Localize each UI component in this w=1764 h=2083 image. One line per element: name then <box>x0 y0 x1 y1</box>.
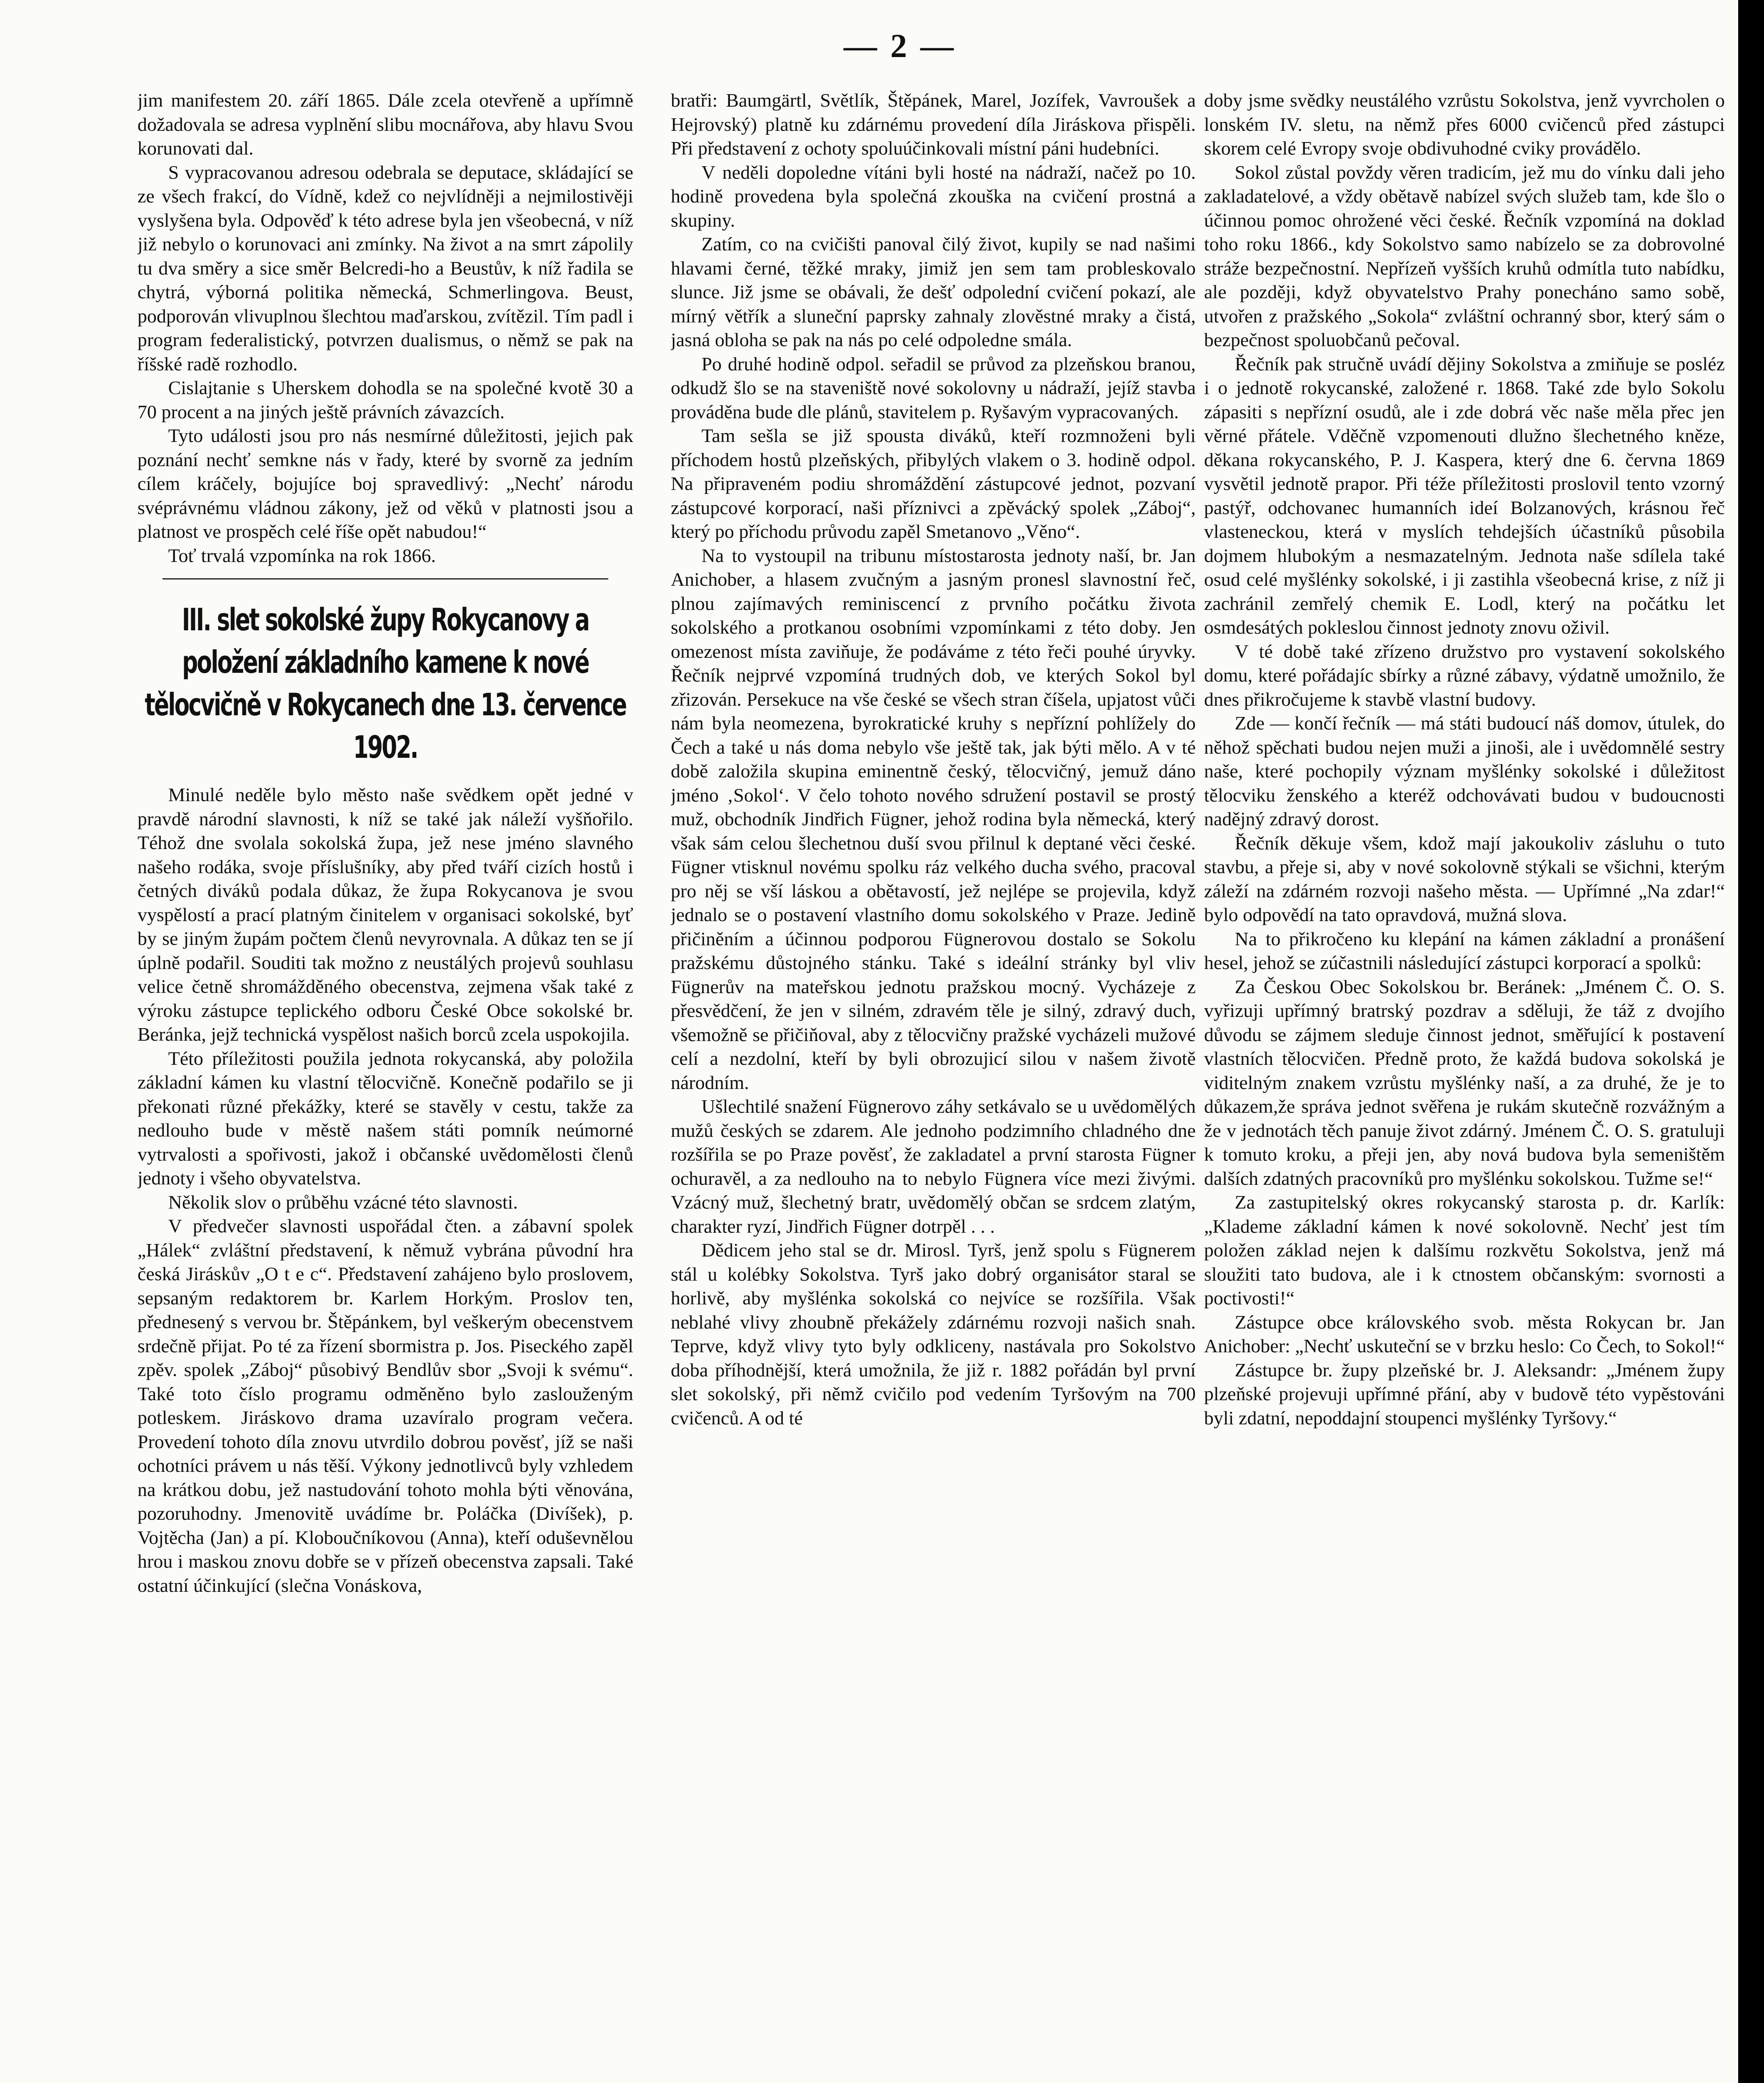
column-2 <box>671 88 1196 2083</box>
paragraph: V neděli dopoledne vítáni byli hosté na nádraží, načež po 10. hodině provedena byla společná zkouška na cvičení prostná a skupiny. <box>671 161 1196 231</box>
paragraph: Na to vystoupil na tribunu místostarosta jednoty naší, br. Jan Anichober, a hlasem zvučným a jasným pronesl slavnostní řeč, plnou zajímavých reminiscencí z prvního počátku života sokolského a protkanou osobními vzpomínkami z této doby. Jen omezenost místa zaviňuje, že podáváme z této řeči pouhé úryvky. Řečník nejprvé vzpomíná trudných dob, ve kterých Sokol byl zřizován. Persekuce na vše české se všech stran číšela, upjatost vůči nám byla neomezena, byrokratické kruhy s nepřízní pohlížely do Čech a také u nás doma nebylo vše ještě tak, jak býti mělo. A v té době založila skupina eminentně český, tělocvičný, jemuž dáno jméno ‚Sokol‘. V čelo tohoto nového sdružení postavil se prostý muž, obchodník Jindřich Fügner, jehož rodina byla německá, který však sám celou šlechetnou duší svou přilnul k deptané věci české. Fügner vtisknul novému spolku ráz velkého ducha svého, pracoval pro něj se vší láskou a obětavostí, jež nejlépe se projevila, když jednalo se o postavení vlastního domu sokolského v Praze. Jedině přičiněním a účinnou podporou Fügnerovou dostalo se Sokolu pražskému důstojného stánku. Také s ideální stránky byl vliv Fügnerův na mateřskou jednotu pražskou mocný. Vycházeje z přesvědčení, že jen v silném, zdravém těle je silný, zdravý duch, všemožně se přičiňoval, aby z tělocvičny pražské vycházeli mužové celí a nezdolní, kteří by byli obrozujicí silou v našem životě národním. <box>671 544 1196 1093</box>
paragraph: Ušlechtilé snažení Fügnerovo záhy setkávalo se u uvědomělých mužů českých se zdarem. Ale jednoho podzimního chladného dne rozšířila se po Praze pověsť, že zakladatel a první starosta Fügner ochuravěl, a za nedlouho na to nebylo Fügnera více mezi živými. Vzácný muž, šlechetný bratr, uvědomělý občan se srdcem zlatým, charakter ryzí, Jindřich Fügner dotrpěl . . . <box>671 1096 1196 1237</box>
paragraph: bratři: Baumgärtl, Světlík, Štěpánek, Marel, Jozífek, Vavroušek a Hejrovský) platně ku zdárnému provedení díla Jiráskova přispěli. Při představení z ochoty spoluúčinkovali místní páni hudebníci. <box>671 90 1196 159</box>
column-3 <box>1204 88 1725 2083</box>
paragraph: jim manifestem 20. září 1865. Dále zcela otevřeně a upřímně dožadovala se adresa vyplnění slibu mocnářova, aby hlavu Svou korunovati dal. <box>137 90 633 159</box>
column-1 <box>137 88 633 2083</box>
paragraph: Řečník pak stručně uvádí dějiny Sokolstva a zmiňuje se posléz i o jednotě rokycanské, založené r. 1868. Také zde bylo Sokolu zápasiti s nepřízní osudů, ale i zde dobrá věc naše měla přec jen věrné přátele. Vděčně vzpomenouti dlužno šlechetného kněze, děkana rokycanského, P. J. Kaspera, který dne 6. června 1869 vysvětil jednotě prapor. Při téže příležitosti proslovil tento vzorný pastýř, odchovanec humanních ideí Bolzanových, krásnou řeč vlasteneckou, která v myslích tehdejších účastníků působila dojmem hlubokým a nesmazatelným. Jednota naše sdílela také osud celé myšlénky sokolské, i ji zastihla všeobecná krise, z níž ji zachránil zemřelý chemik E. Lodl, který na počátku let osmdesátých pokleslou činnost jednoty znovu oživil. <box>1204 353 1725 638</box>
article-2-body-col1 <box>137 783 633 1597</box>
paragraph: Tam sešla se již spousta diváků, kteří rozmnoženi byli příchodem hostů plzeňských, přibylých vlakem o 3. hodině odpol. Na připraveném podiu shromáždění zástupcové jednot, pozvaní zástupcové korporací, naši příznivci a zpěvácký spolek „Záboj“, který po příchodu průvodu zapěl Smetanovo „Věno“. <box>671 425 1196 542</box>
section-divider <box>162 578 608 579</box>
paragraph: Po druhé hodině odpol. seřadil se průvod za plzeňskou branou, odkudž šlo se na staveniště nové sokolovny u nádraží, jejíž stavba prováděna bude dle plánů, stavitelem p. Ryšavým vypracovaných. <box>671 353 1196 422</box>
paragraph: Za Českou Obec Sokolskou br. Beránek: „Jménem Č. O. S. vyřizuji upřímný bratrský pozdrav a sděluji, že táž z dvojího důvodu se zájmem sleduje činnost jednot, směřující k postavení vlastních tělocvičen. Předně proto, že každá budova sokolská je viditelným znakem vzrůstu myšlénky naší, a za druhé, že je to důkazem,že správa jednot svěřena je rukám skutečně rozvážným a že v jednotách těch panuje život zdárný. Jménem Č. O. S. gratuluji k tomuto kroku, a přeji jen, aby nová budova byla semeništěm dalších zdatných pracovníků pro myšlénku sokolskou. Tužme se!“ <box>1204 976 1725 1189</box>
paragraph: Zatím, co na cvičišti panoval čilý život, kupily se nad našimi hlavami černé, těžké mraky, jimiž jen sem tam probleskovalo slunce. Již jsme se obávali, že dešť odpolední cvičení pokazí, ale mírný větřík a sluneční paprsky zahnaly zlověstné mraky a čistá, jasná obloha se pak na nás po celé odpoledne smála. <box>671 233 1196 350</box>
paragraph: Řečník děkuje všem, kdož mají jakoukoliv zásluhu o tuto stavbu, a přeje si, aby v nové sokolovně stýkali se všichni, kterým záleží na zdárném rozvoji našeho města. — Upřímné „Na zdar!“ bylo odpovědí na tato opravdová, mužná slova. <box>1204 832 1725 925</box>
paragraph: Několik slov o průběhu vzácné této slavnosti. <box>168 1191 518 1213</box>
article-2-headline: III. slet sokolské župy Rokycanovy a položení základního kamene k nové tělocvičně v Rokycanech dne 13. července 1902. <box>145 602 626 765</box>
paragraph: Na to přikročeno ku klepání na kámen základní a pronášení hesel, jehož se zúčastnili následující zástupci korporací a spolků: <box>1204 928 1725 973</box>
scan-edge-right <box>1738 0 1764 2083</box>
paragraph: S vypracovanou adresou odebrala se deputace, skládající se ze všech frakcí, do Vídně, kdež co nejvlídněji a nejmilostivěji vyslyšena byla. Odpověď k této adrese byla jen všeobecná, v níž již nebylo o korunovaci ani zmínky. Na život a na smrt zápolily tu dva směry a sice směr Belcredi-ho a Beustův, k níž řadila se chytrá, výborná politika německá, Schmerlingova. Beust, podporován vlivuplnou šlechtou maďarskou, zvítězil. Tím padl i program federalistický, potvrzen dualismus, o němž se pak na říšské radě rozhodlo. <box>137 161 633 375</box>
paragraph: V té době také zřízeno družstvo pro vystavení sokolského domu, které pořádajíc sbírky a různé zábavy, výdatně umožnilo, že dnes přikročujeme k stavbě vlastní budovy. <box>1204 640 1725 710</box>
paragraph: Minulé neděle bylo město naše svědkem opět jedné v pravdě národní slavnosti, k níž se také jak náleží vyšňořilo. Téhož dne svolala sokolská župa, jež nese jméno slavného našeho rodáka, svoje příslušníky, aby před tváří cizích hostů i četných diváků podala důkaz, že župa Rokycanova je svou vyspělostí a prací platným činitelem v organisaci sokolské, byť by se jiným župám počtem členů nevyrovnala. A důkaz ten se jí úplně podařil. Souditi tak možno z neustálých projevů souhlasu velice četně shromážděného obecenstva, zejmena však také z výroku zástupce teplického odboru České Obce sokolské br. Beránka, jejž technická vyspělost našich borců zcela uspokojila. <box>137 784 633 1045</box>
paragraph: Zde — končí řečník — má státi budoucí náš domov, útulek, do něhož spěchati budou nejen muži a jinoši, ale i uvědomnělé sestry naše, které pochopily význam myšlénky sokolské i důležitost tělocviku ženského a kteréž odchovávati budou v budoucnosti nadějný zdravý dorost. <box>1204 712 1725 829</box>
article-1-body <box>137 88 633 567</box>
page-number: — 2 — <box>844 28 956 65</box>
paragraph: Dědicem jeho stal se dr. Mirosl. Tyrš, jenž spolu s Fügnerem stál u kolébky Sokolstva. Tyrš jako dobrý organisátor staral se horlivě, aby myšlénka sokolská co nejvíce se rozšířila. Však neblahé vlivy zhoubně překážely zdárnému rozvoji našich snah. Teprve, když vlivy tyto byly odkliceny, nastávala pro Sokolstvo doba příhodnější, která umožnila, že již r. 1882 pořádán byl první slet sokolský, při němž cvičilo pod vedením Tyršovým na 700 cvičenců. A od té <box>671 1239 1196 1429</box>
paragraph: Tyto události jsou pro nás nesmírné důležitosti, jejich pak poznání nechť semkne nás v řady, které by svorně za jedním cílem kráčely, bojujíce boj spravedlivý: „Nechť národu svéprávnému vládnou zákony, jež od věků v platnosti jsou a platnost ve prospěch celé říše opět nabudou!“ <box>137 425 633 542</box>
paragraph: Za zastupitelský okres rokycanský starosta p. dr. Karlík: „Klademe základní kámen k nové sokolovně. Nechť jest tím položen základ nejen k dalšímu rozkvětu Sokolstva, jenž má sloužiti tato budova, ale i k ctnostem občanským: svornosti a poctivosti!“ <box>1204 1191 1725 1309</box>
paragraph: Sokol zůstal povždy věren tradicím, jež mu do vínku dali jeho zakladatelové, a vždy obětavě nabízel svých služeb tam, kde šlo o účinnou pomoc ohrožené věci české. Řečník vzpomíná na doklad toho roku 1866., kdy Sokolstvo samo nabízelo se za dobrovolné stráže bezpečnostní. Nepřízeň vyšších kruhů odmítla tuto nabídku, ale později, když obyvatelstvo Prahy ponecháno samo sobě, utvořen z pražského „Sokola“ zvláštní ochranný sbor, který sám o bezpečnost spoluobčanů pečoval. <box>1204 161 1725 350</box>
paragraph: Cislajtanie s Uherskem dohodla se na společné kvotě 30 a 70 procent a na jiných ještě právních závazcích. <box>137 377 633 422</box>
paragraph: Zástupce obce královského svob. města Rokycan br. Jan Anichober: „Nechť uskuteční se v brzku heslo: Co Čech, to Sokol!“ <box>1204 1311 1725 1356</box>
paragraph: Toť trvalá vzpomínka na rok 1866. <box>168 544 436 566</box>
paragraph: doby jsme svědky neustálého vzrůstu Sokolstva, jenž vyvrcholen o lonském IV. sletu, na němž přes 6000 cvičenců před zástupci skorem celé Evropy svoje obdivuhodné cviky provádělo. <box>1204 90 1725 159</box>
paragraph: Této příležitosti použila jednota rokycanská, aby položila základní kámen ku vlastní tělocvičně. Konečně podařilo se ji překonati různé překážky, které se stavěly v cestu, takže za nedlouho bude v městě našem státi pomník neúmorné vytrvalosti a spořivosti, jakož i občanské uvědomělosti členů jednoty i všeho obyvatelstva. <box>137 1047 633 1189</box>
paragraph: V předvečer slavnosti uspořádal čten. a zábavní spolek „Hálek“ zvláštní představení, k němuž vybrána původní hra česká Jiráskův „O t e c“. Představení zahájeno bylo proslovem, sepsaným redaktorem br. Karlem Horkým. Proslov ten, přednesený s vervou br. Štěpánkem, byl veškerým obecenstvem srdečně přijat. Po té za řízení sbormistra p. Jos. Piseckého zapěl zpěv. spolek „Záboj“ působivý Bendlův sbor „Svoji k svému“. Také toto číslo programu odměněno bylo zaslouženým potleskem. Jiráskovo drama uzavíralo program večera. Provedení tohoto díla znovu utvrdilo dobrou pověsť, jíž se naši ochotníci právem u nás těší. Výkony jednotlivců byly vzhledem na krátkou dobu, jež nastudování tohoto mohla býti věnována, pozoruhodny. Jmenovitě uvádíme br. Poláčka (Divíšek), p. Vojtěcha (Jan) a pí. Kloboučníkovou (Anna), kteří oduševnělou hrou i maskou znovu dobře se v přízeň obecenstva zapsali. Také ostatní účinkující (slečna Vonáskova, <box>137 1215 633 1596</box>
paragraph: Zástupce br. župy plzeňské br. J. Aleksandr: „Jménem župy plzeňské projevuji upřímné přání, aby v budově této vypěstováni byli zdatní, nepoddajní stoupenci myšlénky Tyršovy.“ <box>1204 1359 1725 1429</box>
